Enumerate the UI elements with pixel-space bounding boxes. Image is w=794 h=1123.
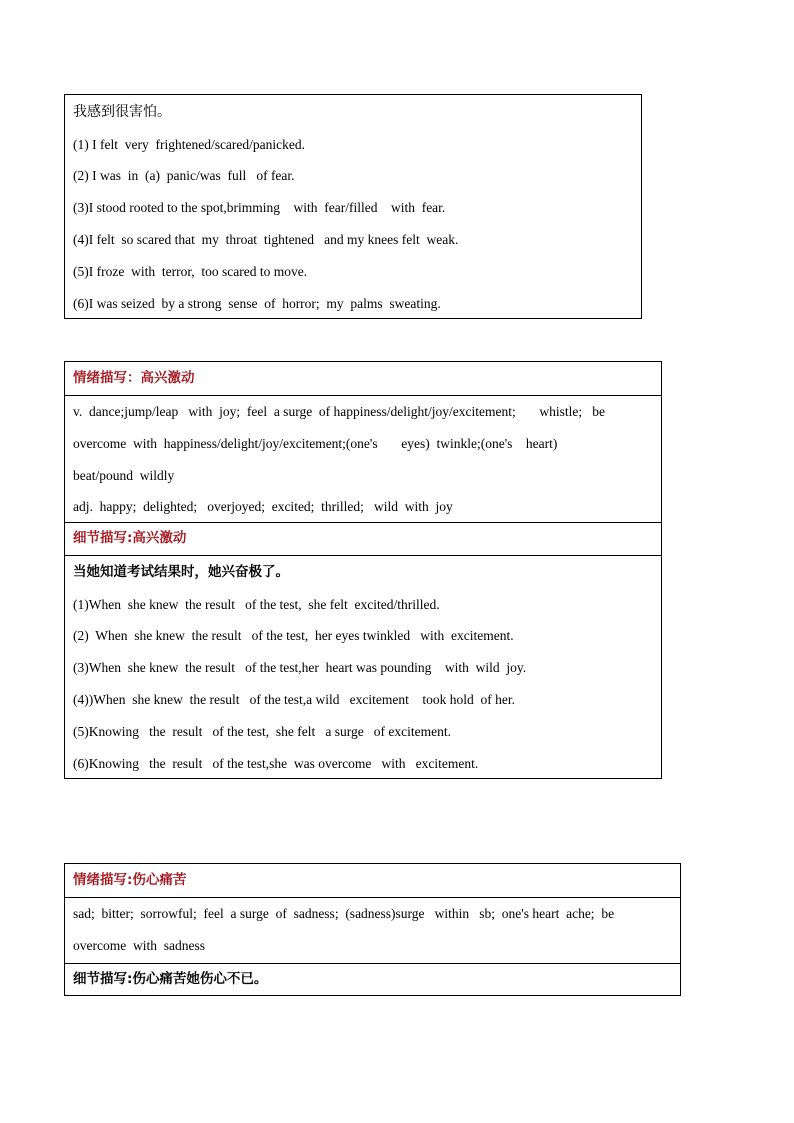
row-divider [65, 963, 680, 964]
sadness-vocab-line-1: sad; bitter; sorrowful; feel a surge of sadness; (sadness)surge within sb; one's heart ache; be [73, 906, 615, 921]
joy-emotion-header: 情绪描写：高兴激动 [73, 370, 195, 386]
fear-sentence-3: (3)I stood rooted to the spot,brimming with fear/filled with fear. [73, 200, 446, 215]
joy-vocab-line-4: adj. happy; delighted; overjoyed; excited; thrilled; wild with joy [73, 499, 453, 514]
joy-prompt: 当她知道考试结果时，她兴奋极了。 [73, 564, 289, 580]
row-divider [65, 897, 680, 898]
fear-sentence-6: (6)I was seized by a strong sense of horror; my palms sweating. [73, 296, 441, 311]
sadness-vocab-line-2: overcome with sadness [73, 938, 205, 953]
joy-detail-header: 细节描写:高兴激动 [73, 530, 187, 546]
row-divider [65, 555, 661, 556]
joy-sentence-2: (2) When she knew the result of the test, her eyes twinkled with excitement. [73, 628, 514, 643]
joy-vocab-line-1: v. dance;jump/leap with joy; feel a surge of happiness/delight/joy/excitement; whistle; be [73, 404, 606, 419]
sadness-detail-header: 细节描写:伤心痛苦她伤心不已。 [73, 971, 268, 987]
joy-vocab-line-3: beat/pound wildly [73, 468, 175, 483]
fear-sentence-2: (2) I was in (a) panic/was full of fear. [73, 168, 295, 183]
joy-sentence-4: (4))When she knew the result of the test,a wild excitement took hold of her. [73, 692, 516, 707]
sadness-emotion-header: 情绪描写:伤心痛苦 [73, 872, 187, 888]
fear-title: 我感到很害怕。 [73, 104, 171, 120]
joy-sentence-6: (6)Knowing the result of the test,she was overcome with excitement. [73, 756, 479, 771]
joy-sentence-1: (1)When she knew the result of the test, she felt excited/thrilled. [73, 597, 440, 612]
joy-sentence-3: (3)When she knew the result of the test,her heart was pounding with wild joy. [73, 660, 527, 675]
row-divider [65, 395, 661, 396]
sadness-expressions-table [64, 863, 681, 996]
joy-expressions-table [64, 361, 662, 779]
fear-expressions-box [64, 94, 642, 319]
row-divider [65, 522, 661, 523]
fear-sentence-1: (1) I felt very frightened/scared/panicked. [73, 137, 306, 152]
joy-sentence-5: (5)Knowing the result of the test, she felt a surge of excitement. [73, 724, 452, 739]
fear-sentence-4: (4)I felt so scared that my throat tightened and my knees felt weak. [73, 232, 459, 247]
fear-sentence-5: (5)I froze with terror, too scared to move. [73, 264, 308, 279]
joy-vocab-line-2: overcome with happiness/delight/joy/excitement;(one's eyes) twinkle;(one's heart) [73, 436, 558, 451]
